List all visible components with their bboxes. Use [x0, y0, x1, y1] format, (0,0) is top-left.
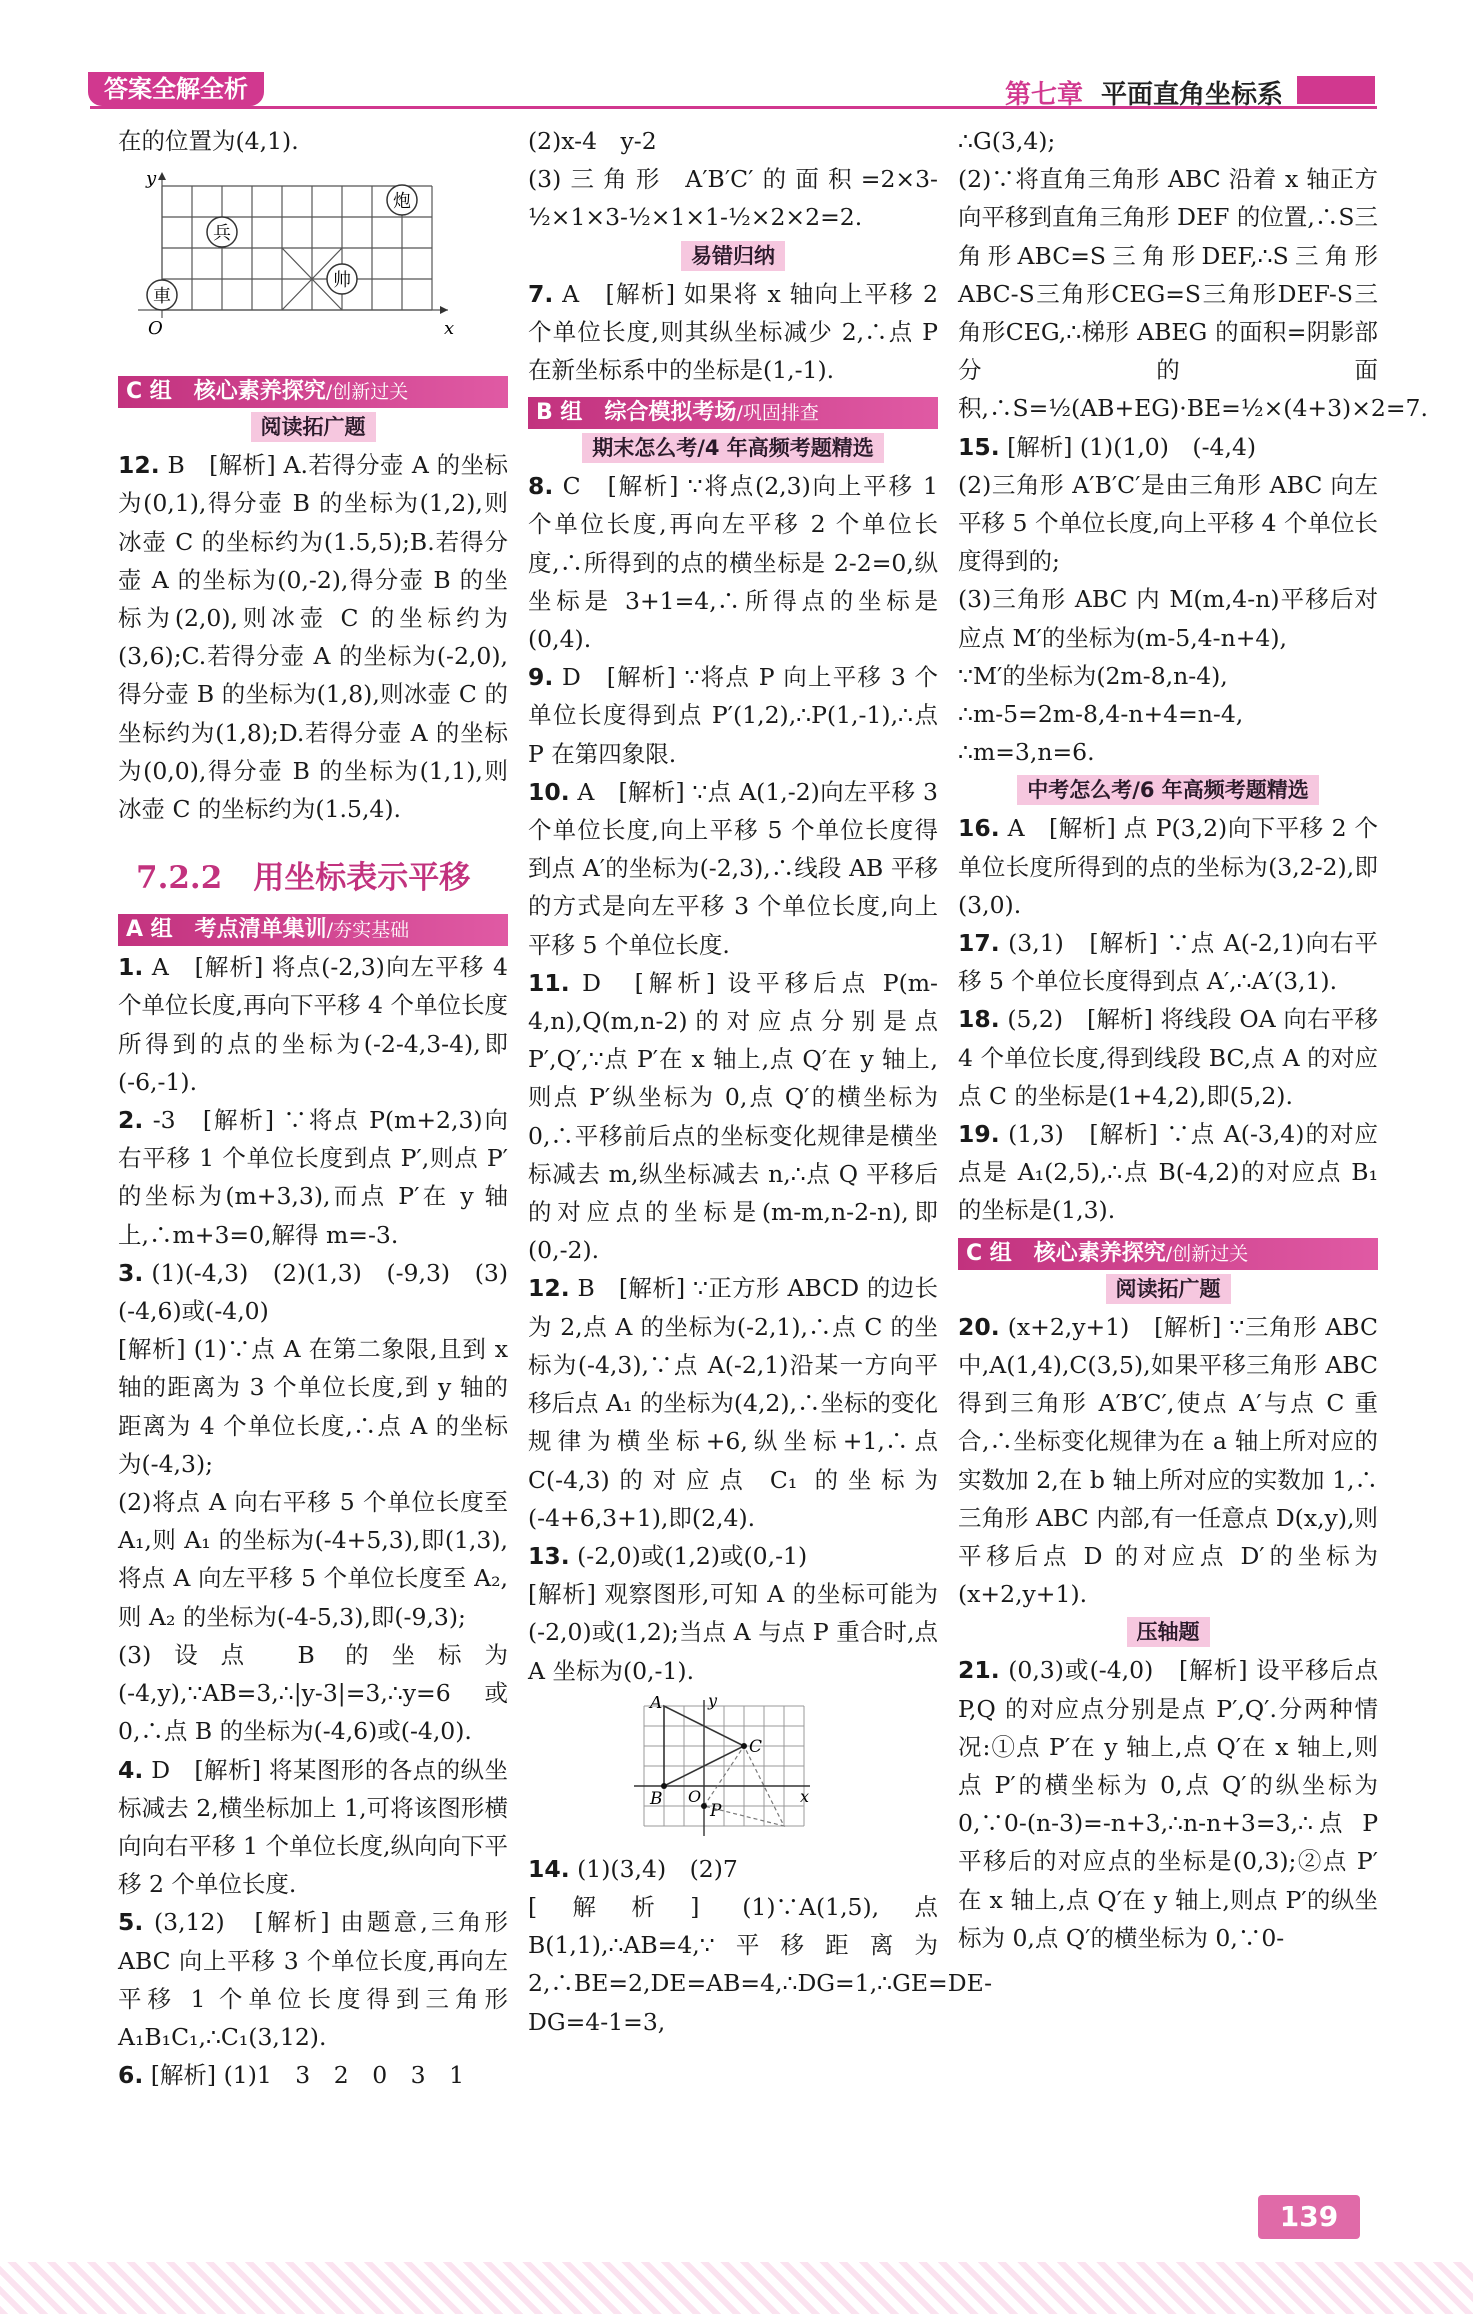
question-4: 4. D [解析] 将某图形的各点的纵坐标减去 2,横坐标加上 1,可将该图形横向向右平移 1 个单位长度,纵向向下平移 2 个单位长度.	[118, 1755, 508, 1899]
question-13-explain: [解析] 观察图形,可知 A 的坐标可能为(-2,0)或(1,2);当点 A 与点 P 重合时,点 A 坐标为(0,-1).	[528, 1580, 938, 1685]
column-1	[118, 122, 508, 2094]
piece-pao-label: 炮	[393, 191, 411, 213]
question-11: 11. D [解析] 设平移后点 P(m-4,n),Q(m,n-2)的对应点分别是点 P′,Q′,∵点 P′在 x 轴上,点 Q′在 y 轴上,则点 P′纵坐标为 0,点 Q′的横坐标为 0,∴平移前后点的坐标变化规律是横坐标减去 m,纵坐标减去 n,∴点 Q 平移后的对应点的坐标是(m-m,n-2-n),即(0,-2).	[528, 968, 938, 1265]
footer-pattern	[0, 2262, 1473, 2314]
piece-che-label: 車	[153, 286, 171, 308]
figure2-x-label: x	[800, 1786, 810, 1806]
tag-zhongkao: 中考怎么考/6 年高频考题精选	[1017, 775, 1319, 805]
column-2	[528, 122, 993, 2041]
question-15-cont-3: ∵M′的坐标为(2m-8,n-4),	[958, 661, 1228, 690]
figure2-b-label: B	[650, 1788, 663, 1809]
question-3-step-3: (3)设点 B 的坐标为(-4,y),∵AB=3,∴|y-3|=3,∴y=6 或 0,∴点 B 的坐标为(-4,6)或(-4,0).	[118, 1640, 508, 1746]
question-6-part-2: (2)x-4 y-2	[528, 127, 657, 155]
question-17: 17. (3,1) [解析] ∵点 A(-2,1)向右平移 5 个单位长度得到点 A′,∴A′(3,1).	[958, 929, 1378, 996]
question-16: 16. A [解析] 点 P(3,2)向下平移 2 个单位长度所得到的点的坐标为(3,2-2),即(3,0).	[958, 814, 1378, 919]
tag-error: 易错归纳	[681, 241, 785, 271]
figure1-x-label: x	[444, 318, 455, 340]
question-10: 10. A [解析] ∵点 A(1,-2)向左平移 3 个单位长度,向上平移 5 个单位长度得到点 A′的坐标为(-2,3),∴线段 AB 平移的方式是向左平移 3 个单位长度,向上平移 5 个单位长度.	[528, 777, 938, 959]
header-accent-bar	[1297, 76, 1375, 104]
question-3: 3. (1)(-4,3) (2)(1,3) (-9,3) (3)(-4,6)或(-4,0)	[118, 1258, 508, 1326]
band-group-c: C 组 核心素养探究/创新过关	[118, 376, 508, 408]
intro-line: 在的位置为(4,1).	[118, 127, 299, 155]
band-group-b: B 组 综合模拟考场/巩固排查	[528, 397, 938, 429]
figure1-origin-label: O	[148, 318, 163, 340]
question-12: 12. B [解析] A.若得分壶 A 的坐标为(0,1),得分壶 B 的坐标为(1,2),则冰壶 C 的坐标约为(1.5,5);B.若得分壶 A 的坐标为(0,-2),得分壶 B 的坐标为(2,0),则冰壶 C 的坐标约为(3,6);C.若得分壶 A 的坐标为(-2,0),得分壶 B 的坐标为(1,8),则冰壶 C 的坐标约为(1,8);D.若得分壶 A 的坐标为(0,0),得分壶 B 的坐标为(1,1),则冰壶 C 的坐标约为(1.5,4).	[118, 451, 508, 824]
question-18: 18. (5,2) [解析] 将线段 OA 向右平移 4 个单位长度,得到线段 BC,点 A 的对应点 C 的坐标是(1+4,2),即(5,2).	[958, 1005, 1378, 1110]
question-14-cont-2: (2)∵将直角三角形 ABC 沿着 x 轴正方向平移到直角三角形 DEF 的位置,∴S三角形ABC=S三角形DEF,∴S三角形ABC-S三角形CEG=S三角形DEF-S三角形CEG,∴梯形 ABEG 的面积=阴影部分的面积,∴S=½(AB+EG)·BE=½×(4+3)×2=7.	[958, 165, 1428, 423]
band-group-c-2: C 组 核心素养探究/创新过关	[958, 1238, 1378, 1270]
piece-bing-label: 兵	[213, 223, 231, 245]
figure2-origin-label: O	[688, 1786, 702, 1806]
question-14-explain: [解析] (1)∵A(1,5),点 B(1,1),∴AB=4,∵平移距离为 2,∴BE=2,DE=AB=4,∴DG=1,∴GE=DE-DG=4-1=3,	[528, 1892, 993, 2036]
question-8: 8. C [解析] ∵将点(2,3)向上平移 1 个单位长度,再向左平移 2 个单位长度,∴所得到的点的横坐标是 2-2=0,纵坐标是 3+1=4,∴所得点的坐标是(0,4).	[528, 472, 938, 654]
figure2-a-label: A	[650, 1695, 663, 1713]
page-number: 139	[1258, 2195, 1360, 2239]
point-p-icon	[701, 1803, 707, 1809]
question-9: 9. D [解析] ∵将点 P 向上平移 3 个单位长度得到点 P′(1,2),∴P(1,-1),∴点 P 在第四象限.	[528, 663, 938, 768]
question-6: 6. [解析] (1)1 3 2 0 3 1	[118, 2061, 465, 2090]
page-header	[0, 0, 1473, 118]
tag-final-problem: 压轴题	[1127, 1617, 1210, 1647]
question-3-step-1: [解析] (1)∵点 A 在第二象限,且到 x 轴的距离为 3 个单位长度,到 y 轴的距离为 4 个单位长度,∴点 A 的坐标为(-4,3);	[118, 1335, 508, 1478]
question-15-cont-2: (3)三角形 ABC 内 M(m,4-n)平移后对应点 M′的坐标为(m-5,4-n+4),	[958, 585, 1378, 652]
header-chapter: 第七章	[1004, 80, 1083, 110]
header-chapter-title: 平面直角坐标系	[1100, 80, 1283, 110]
question-13: 13. (-2,0)或(1,2)或(0,-1)	[528, 1541, 808, 1570]
figure2-c-label: C	[749, 1736, 763, 1757]
column-3	[958, 122, 1428, 1957]
chess-grid-figure	[118, 168, 508, 368]
question-20: 20. (x+2,y+1) [解析] ∵三角形 ABC 中,A(1,4),C(3,5),如果平移三角形 ABC 得到三角形 A′B′C′,使点 A′与点 C 重合,∴坐标变化规律为在 a 轴上所对应的实数加 2,在 b 轴上所对应的实数加 1,∴三角形 ABC 内部,有一任意点 D(x,y),则平移后点 D 的对应点 D′的坐标为(x+2,y+1).	[958, 1312, 1378, 1609]
question-21: 21. (0,3)或(-4,0) [解析] 设平移后点 P,Q 的对应点分别是点 P′,Q′.分两种情况:①点 P′在 y 轴上,点 Q′在 x 轴上,则点 P′的横坐标为 0,点 Q′的纵坐标为 0,∵0-(n-3)=-n+3,∴n-n+3=3,∴点 P 平移后的对应点的坐标是(0,3);②点 P′在 x 轴上,点 Q′在 y 轴上,则点 P′的纵坐标为 0,点 Q′的横坐标为 0,∵0-	[958, 1656, 1378, 1952]
section-title: 7.2.2 用坐标表示平移	[136, 860, 471, 897]
question-19: 19. (1,3) [解析] ∵点 A(-3,4)的对应点是 A₁(2,5),∴点 B(-4,2)的对应点 B₁ 的坐标是(1,3).	[958, 1120, 1378, 1225]
question-6-part-3: (3)三角形 A′B′C′的面积=2×3-½×1×3-½×1×1-½×2×2=2.	[528, 165, 938, 232]
piece-shuai-label: 帅	[333, 270, 351, 292]
question-14-cont-1: ∴G(3,4);	[958, 127, 1056, 155]
question-15-cont-4: ∴m-5=2m-8,4-n+4=n-4,	[958, 700, 1244, 729]
figure1-y-label: y	[146, 168, 157, 190]
question-3-step-2: (2)将点 A 向右平移 5 个单位长度至 A₁,则 A₁ 的坐标为(-4+5,3),即(1,3),将点 A 向左平移 5 个单位长度至 A₂,则 A₂ 的坐标为(-4-5,3),即(-9,3);	[118, 1488, 508, 1631]
question-14: 14. (1)(3,4) (2)7	[528, 1854, 738, 1883]
question-15: 15. [解析] (1)(1,0) (-4,4)	[958, 432, 1257, 461]
point-c-icon	[741, 1743, 747, 1749]
question-7: 7. A [解析] 如果将 x 轴向上平移 2 个单位长度,则其纵坐标减少 2,∴点 P 在新坐标系中的坐标是(1,-1).	[528, 279, 938, 385]
question-12b: 12. B [解析] ∵正方形 ABCD 的边长为 2,点 A 的坐标为(-2,1),∴点 C 的坐标为(-4,3),∵点 A(-2,1)沿某一方向平移后点 A₁ 的坐标为(4,2),∴坐标的变化规律为横坐标+6,纵坐标+1,∴点 C(-4,3)的对应点 C₁ 的坐标为(-4+6,3+1),即(2,4).	[528, 1274, 939, 1532]
tag-reading: 阅读拓广题	[251, 412, 376, 442]
figure2-p-label: P	[710, 1800, 722, 1821]
question-1: 1. A [解析] 将点(-2,3)向左平移 4 个单位长度,再向下平移 4 个单位长度所得到的点的坐标为(-2-4,3-4),即(-6,-1).	[118, 953, 508, 1096]
tag-final-exam: 期末怎么考/4 年高频考题精选	[582, 433, 884, 463]
question-5: 5. (3,12) [解析] 由题意,三角形 ABC 向上平移 3 个单位长度,再向左平移 1 个单位长度得到三角形 A₁B₁C₁,∴C₁(3,12).	[118, 1908, 508, 2051]
question-15-cont-5: ∴m=3,n=6.	[958, 738, 1095, 767]
tag-reading-2: 阅读拓广题	[1106, 1274, 1231, 1304]
question-2: 2. -3 [解析] ∵将点 P(m+2,3)向右平移 1 个单位长度到点 P′,则点 P′的坐标为(m+3,3),而点 P′在 y 轴上,∴m+3=0,解得 m=-3.	[118, 1106, 508, 1249]
header-tag: 答案全解全析	[88, 72, 264, 106]
figure2-y-label: y	[708, 1695, 718, 1710]
question-15-cont-1: (2)三角形 A′B′C′是由三角形 ABC 向左平移 5 个单位长度,向上平移 4 个单位长度得到的;	[958, 470, 1378, 576]
grid-triangle-figure	[624, 1696, 938, 1846]
band-group-a: A 组 考点清单集训/夯实基础	[118, 914, 508, 946]
